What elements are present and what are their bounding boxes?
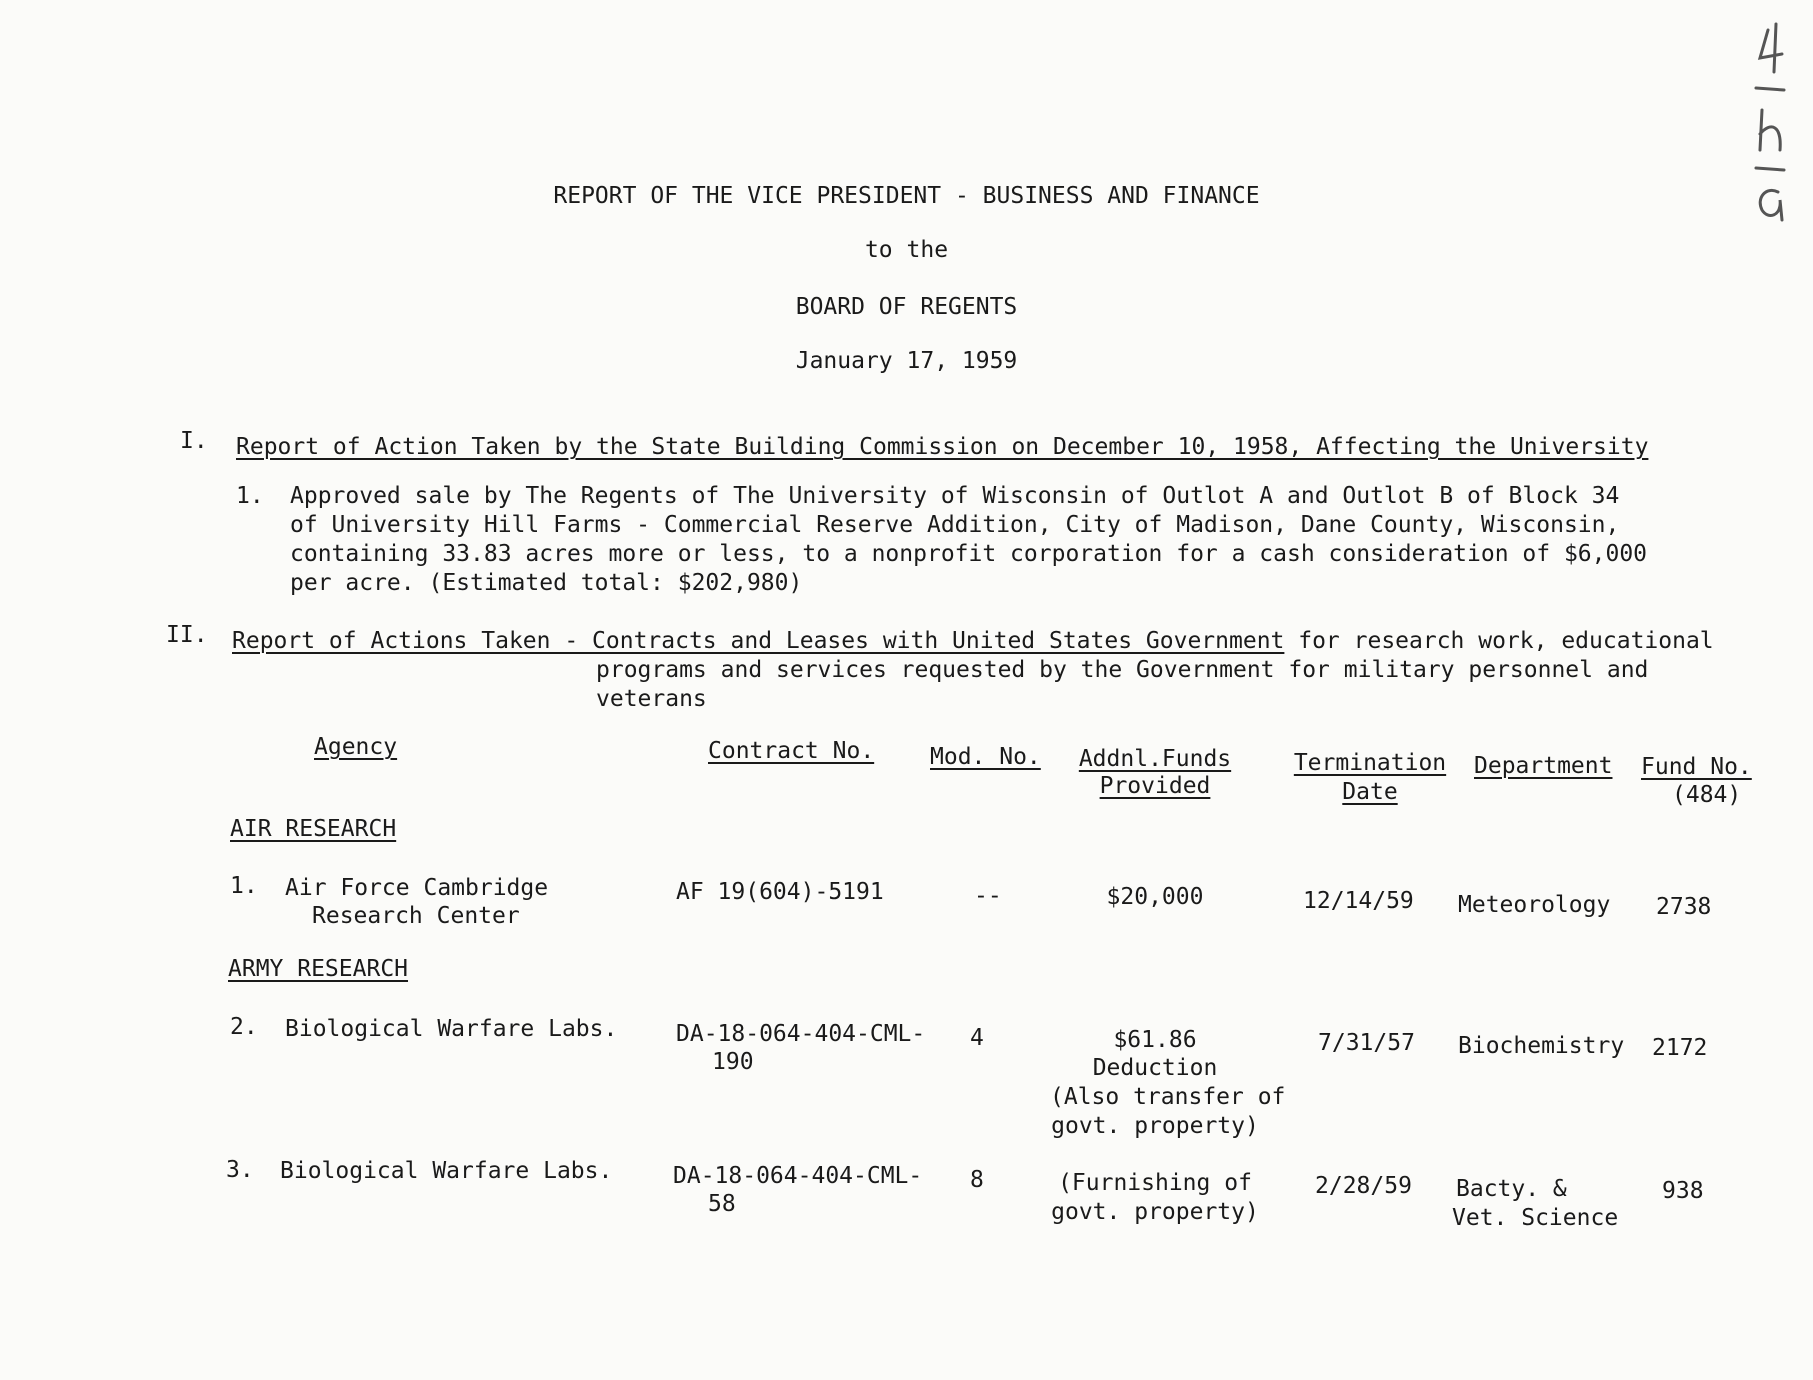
item-line: containing 33.83 acres more or less, to a nonprofit corporation for a cash consideration of $6,000 xyxy=(290,541,1648,567)
item-line: of University Hill Farms - Commercial Reserve Addition, City of Madison, Dane County, Wisconsin, xyxy=(290,512,1620,538)
row-agency-line: Air Force Cambridge xyxy=(285,875,549,901)
header-fund-no-sub: (484) xyxy=(1672,782,1742,808)
section-2-continuation-2: veterans xyxy=(596,686,707,712)
row-mod: 8 xyxy=(970,1167,984,1193)
header-department: Department xyxy=(1474,753,1613,779)
row-funds-line: govt. property) xyxy=(1051,1113,1259,1139)
item-line: per acre. (Estimated total: $202,980) xyxy=(290,570,803,596)
row-contract: AF 19(604)-5191 xyxy=(676,879,884,905)
report-title: REPORT OF THE VICE PRESIDENT - BUSINESS AND FINANCE xyxy=(553,183,1260,209)
section-1-numeral: I. xyxy=(180,428,208,454)
row-agency-line: Research Center xyxy=(312,903,520,929)
section-2-heading-rest: for research work, educational xyxy=(1284,628,1714,654)
header-agency: Agency xyxy=(314,734,398,760)
section-2-numeral: II. xyxy=(166,622,208,648)
section-2-heading-line xyxy=(232,628,1714,654)
row-contract-line: 58 xyxy=(708,1191,736,1217)
row-mod: -- xyxy=(974,883,1002,909)
item-line: Approved sale by The Regents of The University of Wisconsin of Outlot A and Outlot B of Block 34 xyxy=(290,483,1620,509)
header-termination-line1: Termination xyxy=(1293,750,1447,776)
section-2-heading: Report of Actions Taken - Contracts and Leases with United States Government xyxy=(232,628,1285,654)
row-fund-no: 938 xyxy=(1662,1178,1704,1204)
row-contract-line: 190 xyxy=(712,1049,754,1075)
row-funds-line: (Furnishing of xyxy=(1058,1170,1252,1196)
row-department: Biochemistry xyxy=(1458,1033,1625,1059)
row-department: Meteorology xyxy=(1458,892,1611,918)
row-funds-line: $61.86 xyxy=(1113,1027,1197,1053)
row-funds-line: (Also transfer of xyxy=(1050,1084,1286,1110)
header-contract-no: Contract No. xyxy=(708,738,875,764)
header-mod-no: Mod. No. xyxy=(930,744,1041,770)
row-funds-line: govt. property) xyxy=(1051,1199,1259,1225)
row-agency-line: Biological Warfare Labs. xyxy=(285,1016,618,1042)
row-contract-line: DA-18-064-404-CML- xyxy=(676,1021,926,1047)
row-number: 2. xyxy=(230,1014,258,1040)
header-fund-no: Fund No. xyxy=(1641,754,1752,780)
row-number: 1. xyxy=(230,873,258,899)
to-the-line: to the xyxy=(864,237,949,263)
row-fund-no: 2172 xyxy=(1652,1035,1708,1061)
row-termination: 2/28/59 xyxy=(1315,1173,1412,1199)
row-fund-no: 2738 xyxy=(1656,894,1712,920)
header-funds-line2: Provided xyxy=(1099,773,1211,799)
group-air-research: AIR RESEARCH xyxy=(230,816,397,842)
section-1-item-number: 1. xyxy=(236,483,264,509)
row-number: 3. xyxy=(226,1157,254,1183)
row-department-line: Bacty. & xyxy=(1456,1176,1567,1202)
row-mod: 4 xyxy=(970,1025,984,1051)
row-funds: $20,000 xyxy=(1106,884,1204,910)
header-funds-line1: Addnl.Funds xyxy=(1078,746,1232,772)
board-of-regents-line: BOARD OF REGENTS xyxy=(795,294,1018,320)
section-2-continuation-1: programs and services requested by the Government for military personnel and xyxy=(596,657,1649,683)
row-termination: 12/14/59 xyxy=(1303,888,1414,914)
header-termination-line2: Date xyxy=(1342,779,1398,805)
row-agency-line: Biological Warfare Labs. xyxy=(280,1158,613,1184)
row-contract-line: DA-18-064-404-CML- xyxy=(673,1163,923,1189)
group-army-research: ARMY RESEARCH xyxy=(228,956,409,982)
report-date: January 17, 1959 xyxy=(795,348,1018,374)
section-1-heading: Report of Action Taken by the State Building Commission on December 10, 1958, Affecting the University xyxy=(236,434,1649,460)
row-funds-line: Deduction xyxy=(1092,1055,1218,1081)
row-termination: 7/31/57 xyxy=(1318,1030,1415,1056)
row-department-line: Vet. Science xyxy=(1452,1205,1619,1231)
